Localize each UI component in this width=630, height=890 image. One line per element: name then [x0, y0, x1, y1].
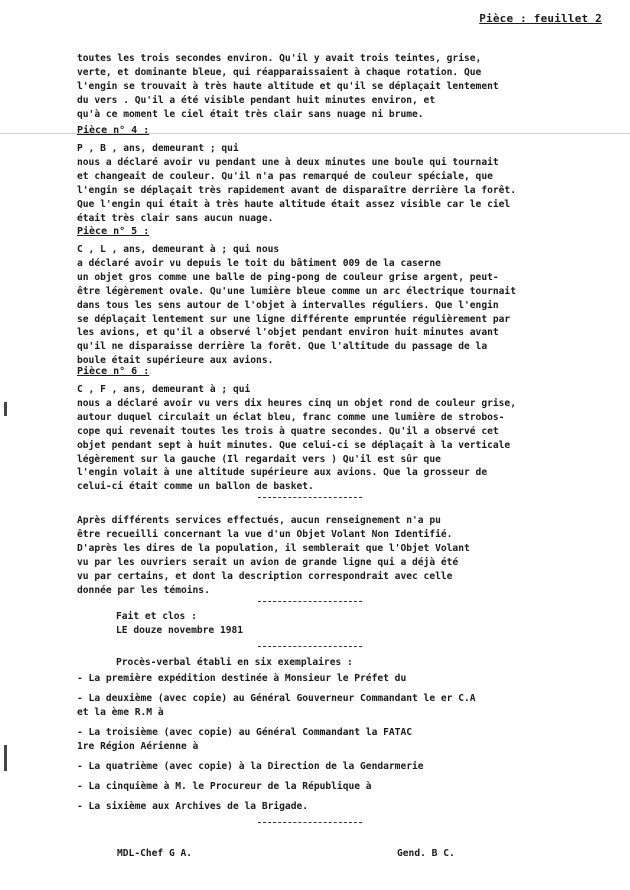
closing-line-1: Fait et clos : [116, 611, 197, 622]
conclusion-paragraph: Après différents services effectués, aucun renseignement n'a pu être recueilli concernant la vue d'un Objet Volant Non Identifié. D'après les dires de la population, il semblerait que l'Objet Volant vu par les ouvriers serait un avion de grande ligne qui a déjà été vu par certains, et dont la description correspondrait avec celle donnée par les témoins. [77, 515, 470, 596]
distribution-item: - La sixième aux Archives de la Brigade. [77, 801, 309, 812]
piece-5-text: C , L , ans, demeurant à ; qui nous a déclaré avoir vu depuis le toit du bâtiment 009 de la caserne un objet gros comme une balle de ping-pong de couleur grise argent, peut- être légèrement ovale. Qu'une lumière bleue comme un arc électrique tournait dans tous les sens autour de l'objet à intervalles réguliers. Que l'engin se déplaçait lentement sur une ligne différente empruntée régulièrement par les avions, et qu'il a observé l'objet pendant environ huit minutes avant qu'il ne disparaisse derrière la forêt. Que l'altitude du passage de la boule était supérieure aux avions. [77, 244, 516, 367]
margin-mark [4, 402, 7, 416]
separator-4 [258, 822, 362, 824]
top-paragraph: toutes les trois secondes environ. Qu'il y avait trois teintes, grise, verte, et dominante bleue, qui réapparaissaient à chaque rotation. Que l'engin se trouvait à très haute altitude et qu'il se déplaçait lentement du vers . Qu'il a été visible pendant huit minutes environ, et qu'à ce moment le ciel était très clair sans nuage ni brume. [77, 53, 499, 120]
separator-1 [258, 497, 362, 499]
margin-mark [4, 745, 7, 771]
piece-5-heading: Pièce n° 5 : [77, 226, 150, 237]
piece-6-text: C , F , ans, demeurant à ; qui nous a déclaré avoir vu vers dix heures cinq un objet rond de couleur grise, autour duquel circulait un éclat bleu, franc comme une lumière de strobos- cope qui revenait toutes les trois à quatre secondes. Qu'il a observé cet objet pendant sept à huit minutes. Que celui-ci se déplaçait à la verticale légèrement sur la gauche (Il regardait vers ) Qu'il est sûr que l'engin volait à une altitude supérieure aux avions. Que la grosseur de celui-ci était comme un ballon de basket. [77, 384, 516, 493]
distribution-item: - La première expédition destinée à Monsieur le Préfet du [77, 673, 407, 684]
piece-6-heading: Pièce n° 6 : [77, 366, 150, 377]
distribution-item: - La quatrième (avec copie) à la Direction de la Gendarmerie [77, 761, 424, 772]
piece-4-text: P , B , ans, demeurant ; qui nous a déclaré avoir vu pendant une à deux minutes une boule qui tournait et changeait de couleur. Qu'il n'a pas remarqué de couleur spéciale, que l'engin se déplaçait très rapidement avant de disparaître derrière la forêt. Que l'engin qui était à très haute altitude était assez visible car le ciel était très clair sans aucun nuage. [77, 143, 516, 224]
distribution-item: - La deuxième (avec copie) au Général Gouverneur Commandant le er C.A et la ème R.M à [77, 693, 476, 718]
distribution-title: Procès-verbal établi en six exemplaires : [116, 657, 353, 668]
separator-2 [258, 601, 362, 603]
separator-3 [258, 646, 362, 648]
signature-left: MDL-Chef G A. [117, 848, 193, 859]
signature-right: Gend. B C. [397, 848, 455, 859]
distribution-item: - La cinquième à M. le Procureur de la République à [77, 781, 372, 792]
piece-4-heading: Pièce n° 4 : [77, 125, 150, 136]
closing-date: LE douze novembre 1981 [116, 625, 244, 636]
page-header: Pièce : feuillet 2 [479, 12, 602, 25]
distribution-item: - La troisième (avec copie) au Général Commandant la FATAC 1re Région Aérienne à [77, 727, 413, 752]
